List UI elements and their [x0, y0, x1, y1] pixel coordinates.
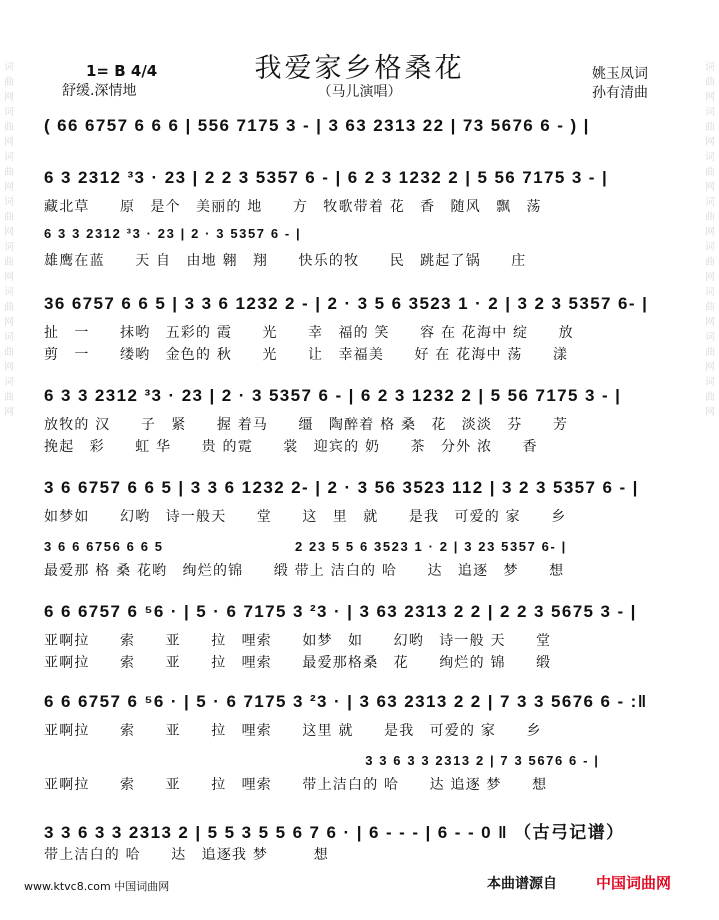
lyric-line: 最爱那 格 桑 花哟 绚烂的锦 缎 带上 洁白的 哈 达 追逐 梦 想 [44, 563, 565, 579]
lyric-line: 挽起 彩 虹 华 贵 的霓 裳 迎宾的 奶 茶 分外 浓 香 [44, 439, 538, 455]
lyricist-credit: 姚玉凤词 [592, 66, 648, 82]
lyric-line: 带上洁白的 哈 达 追逐我 梦 想 [44, 847, 329, 863]
tempo-marking: 舒缓.深情地 [62, 83, 137, 99]
notation-line: 6 6 6757 6 ⁵6 · | 5 · 6 7175 3 ²3 · | 3 63 2313 2 2 | 2 2 3 5675 3 - | [44, 602, 637, 621]
notation-line: ( 66 6757 6 6 6 | 556 7175 3 - | 3 63 2313 22 | 73 5676 6 - ) | [44, 116, 590, 135]
key-signature: 1= B 4/4 [86, 62, 158, 80]
lyric-line: 亚啊拉 索 亚 拉 哩索 最爱那格桑 花 绚烂的 锦 缎 [44, 655, 552, 671]
notation-line: 6 3 2312 ³3 · 23 | 2 2 3 5357 6 - | 6 2 3 1232 2 | 5 56 7175 3 - | [44, 168, 609, 187]
lyric-line: 放牧的 汉 子 紧 握 着马 缰 陶醉着 格 桑 花 淡淡 芬 芳 [44, 417, 569, 433]
watermark-left: 词曲网词曲网词曲网词曲网词曲网词曲网词曲网词曲网 [4, 62, 14, 418]
song-title: 我爱家乡格桑花 [254, 53, 465, 84]
notation-line: 6 3 3 2312 ³3 · 23 | 2 · 3 5357 6 - | [44, 226, 302, 241]
footer-source: 本曲谱源自 [487, 876, 557, 892]
notation-line: 3 6 6 6756 6 6 5 2 23 5 5 6 3523 1 · 2 | 3 23 5357 6- | [44, 539, 567, 554]
lyric-line: 亚啊拉 索 亚 拉 哩索 带上洁白的 哈 达 追逐 梦 想 [44, 777, 548, 793]
singer-credit: （马儿演唱） [317, 84, 402, 100]
footer-brand-logo[interactable]: 中国词曲网 [596, 874, 672, 892]
composer-credit: 孙有清曲 [592, 85, 648, 101]
footer-url[interactable]: www.ktvc8.com 中国词曲网 [24, 880, 170, 893]
watermark-right: 词曲网词曲网词曲网词曲网词曲网词曲网词曲网词曲网 [705, 62, 715, 418]
notation-line: 36 6757 6 6 5 | 3 3 6 1232 2 - | 2 · 3 5 6 3523 1 · 2 | 3 2 3 5357 6- | [44, 294, 649, 313]
lyric-line: 亚啊拉 索 亚 拉 哩索 这里 就 是我 可爱的 家 乡 [44, 723, 542, 739]
notation-line: 3 3 6 3 3 2313 2 | 5 5 3 5 5 6 7 6 · | 6 - - - | 6 - - 0 ‖ （古弓记谱） [44, 823, 625, 842]
notation-line: 3 3 6 3 3 2313 2 | 7 3 5676 6 - | [44, 753, 600, 768]
lyric-line: 如梦如 幻哟 诗一般天 堂 这 里 就 是我 可爱的 家 乡 [44, 509, 567, 525]
lyric-line: 剪 一 缕哟 金色的 秋 光 让 幸福美 好 在 花海中 荡 漾 [44, 347, 569, 363]
lyric-line: 扯 一 抹哟 五彩的 霞 光 幸 福的 笑 容 在 花海中 绽 放 [44, 325, 574, 341]
notation-line: 6 3 3 2312 ³3 · 23 | 2 · 3 5357 6 - | 6 2 3 1232 2 | 5 56 7175 3 - | [44, 386, 622, 405]
lyric-line: 亚啊拉 索 亚 拉 哩索 如梦 如 幻哟 诗一般 天 堂 [44, 633, 552, 649]
notation-line: 3 6 6757 6 6 5 | 3 3 6 1232 2- | 2 · 3 56 3523 112 | 3 2 3 5357 6 - | [44, 478, 639, 497]
notation-line: 6 6 6757 6 ⁵6 · | 5 · 6 7175 3 ²3 · | 3 63 2313 2 2 | 7 3 3 5676 6 - :‖ [44, 692, 648, 711]
lyric-line: 藏北草 原 是个 美丽的 地 方 牧歌带着 花 香 随风 飘 荡 [44, 199, 542, 215]
lyric-line: 雄鹰在蓝 天 自 由地 翱 翔 快乐的牧 民 跳起了锅 庄 [44, 253, 527, 269]
